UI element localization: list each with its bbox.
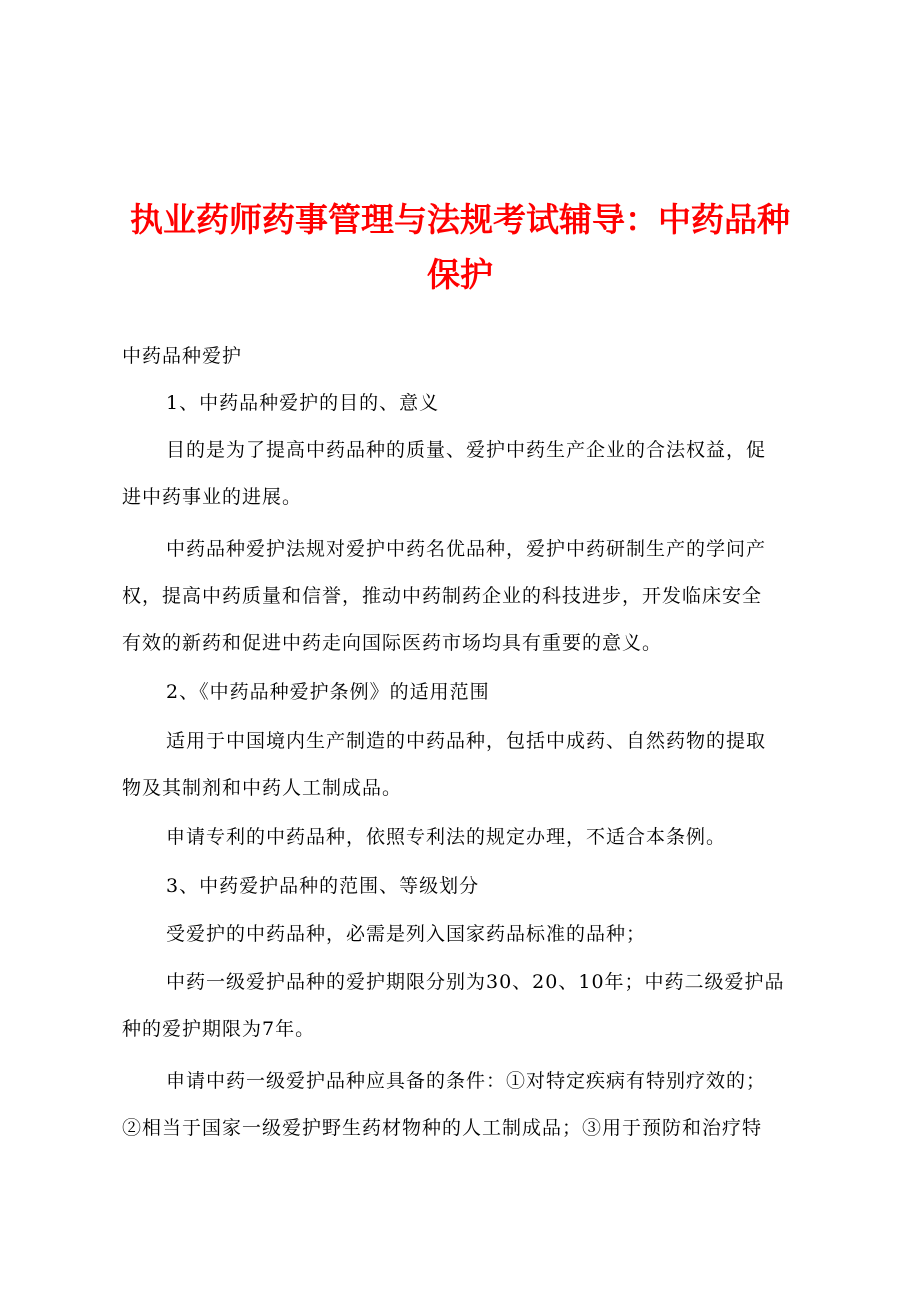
- paragraph-line: 申请专利的中药品种，依照专利法的规定办理，不适合本条例。: [166, 826, 727, 848]
- paragraph-line: 申请中药一级爱护品种应具备的条件：①对特定疾病有特别疗效的；: [166, 1070, 767, 1092]
- paragraph-line: 有效的新药和促进中药走向国际医药市场均具有重要的意义。: [122, 632, 663, 654]
- paragraph-line: 中药一级爱护品种的爱护期限分别为30、20、10年；中药二级爱护品: [166, 971, 785, 993]
- paragraph-line: 权，提高中药质量和信誉，推动中药制药企业的科技进步，开发临床安全: [122, 585, 763, 607]
- paragraph-line: 2、《中药品种爱护条例》的适用范围: [166, 681, 490, 703]
- paragraph-line: 种的爱护期限为7年。: [122, 1018, 316, 1040]
- paragraph-line: 中药品种爱护法规对爱护中药名优品种，爱护中药研制生产的学问产: [166, 538, 767, 560]
- document-title-line-2: 保护: [427, 255, 493, 294]
- document-title-line-1: 执业药师药事管理与法规考试辅导：中药品种: [130, 200, 790, 239]
- paragraph-line: 适用于中国境内生产制造的中药品种，包括中成药、自然药物的提取: [166, 730, 767, 752]
- paragraph-line: 目的是为了提高中药品种的质量、爱护中药生产企业的合法权益，促: [166, 439, 767, 461]
- paragraph-line: 物及其制剂和中药人工制成品。: [122, 777, 403, 799]
- paragraph-line: 1、中药品种爱护的目的、意义: [166, 392, 440, 414]
- paragraph-line: 3、中药爱护品种的范围、等级划分: [166, 875, 480, 897]
- paragraph-line: ②相当于国家一级爱护野生药材物种的人工制成品；③用于预防和治疗特: [122, 1117, 763, 1139]
- paragraph-line: 受爱护的中药品种，必需是列入国家药品标准的品种；: [166, 923, 647, 945]
- paragraph-line: 进中药事业的进展。: [122, 486, 303, 508]
- section-heading: 中药品种爱护: [122, 345, 243, 367]
